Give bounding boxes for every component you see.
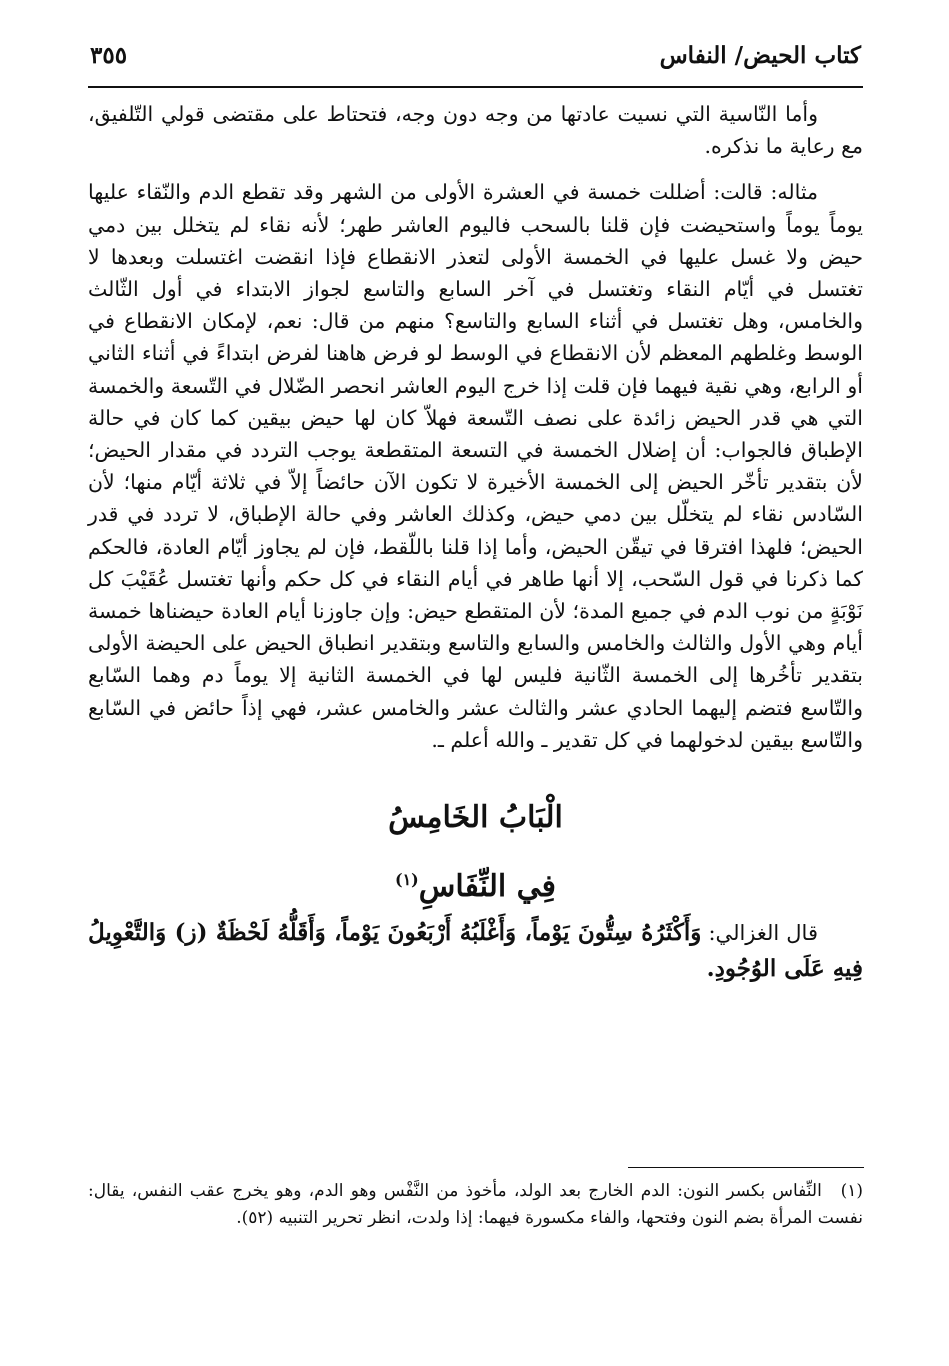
chapter-subtitle [88, 858, 863, 909]
page-header [90, 34, 861, 80]
page-number: ٣٥٥ [90, 42, 128, 69]
header-divider [88, 86, 863, 88]
running-title: كتاب الحيض/ النفاس [659, 42, 861, 69]
footnote [88, 1178, 863, 1232]
footnote-reference: (١) [394, 870, 419, 890]
footnote-text: النِّفاس بكسر النون: الدم الخارج بعد الولد، مأخوذ من النَّفْس وهو الدم، وهو يخرج عقب النفس، يقال: نفست المرأة بضم النون وفتحها، والفاء مكسورة فيهما: إذا ولدت، انظر تحرير التنبيه (٥٢). [88, 1181, 863, 1228]
footnote-number: (١) [840, 1181, 863, 1201]
chapter-subtitle-text: فِي النِّفَاسِ [418, 869, 556, 905]
main-text [88, 98, 863, 987]
ghazali-quote [88, 915, 863, 987]
chapter-title: الْبَابُ الخَامِسُ [388, 800, 563, 836]
footnote-divider [628, 1167, 864, 1168]
paragraph-example: مثاله: قالت: أضللت خمسة في العشرة الأولى من الشهر وقد تقطع الدم والنّقاء عليها يوماً يوماً واستحيضت فإن قلنا بالسحب فاليوم العاشر طهر؛ لأنه نقاء لم يتخلل بين دمي حيض ولا غسل عليها في الخمسة الأولى لتعذر الانقطاع فإذا انقضت اغتسلت وبعدها لا تغتسل في أيّام النقاء وتغتسل في آخر السابع والتاسع لجواز الابتداء في أول الثّالث والخامس، وهل تغتسل في أثناء السابع والتاسع؟ منهم من قال: نعم، لإمكان الانقطاع في الوسط وغلطهم المعظم لأن الانقطاع في الوسط لو فرض هاهنا لفرض ابتداءً في أثناء الثاني أو الرابع، وهي نقية فيهما فإن قلت إذا خرج اليوم العاشر انحصر الضّلال في التّسعة والخمسة التي هي قدر الحيض زائدة على نصف التّسعة فهلاّ كان لها حيض بيقين كما كان في حالة الإطباق فالجواب: أن إضلال الخمسة في التسعة المتقطعة يوجب التردد في مقدار الحيض؛ لأن بتقدير تأخّر الحيض إلى الخمسة الأخيرة لا تكون الآن حائضاً إلاّ في ثلاثة أيّام منها؛ لأن السّادس نقاء لم يتخلّل بين دمي حيض، وكذلك العاشر وفي حالة الإطباق، لا تردد في قدر الحيض؛ فلهذا افترقا في تيقّن الحيض، وأما إذا قلنا باللّقط، فإن لم يجاوز أيّام العادة، فالحكم كما ذكرنا في قول السّحب، إلا أنها طاهر في أيام النقاء في كل حكم وأنها تغتسل عُقَيْبَ كل نَوْبَةٍ من نوب الدم في جميع المدة؛ لأن المتقطع حيض: وإن جاوزنا أيام العادة حيضناها خمسة أيام وهي الأول والثالث والخامس والسابع والتاسع وبتقدير انطباق الحيض على الحيضة الأولى بتقدير تأخُرها إلى الخمسة الثّانية فليس لها في الخمسة الثانية إلا يوماً دم وهما السّابع والتّاسع فتضم إليهما الحادي عشر والثالث عشر والخامس عشر، فهي إذاً حائض في السّابع والتّاسع بيقين لدخولهما في كل تقدير ـ والله أعلم ـ. [88, 180, 863, 752]
paragraph-forgetful-woman: وأما النّاسية التي نسيت عادتها من وجه دون وجه، فتحتاط على مقتضى قولي التّلفيق، مع رعاية ما نذكره. [88, 102, 863, 159]
quote-text: وَأَكْثَرُهُ سِتُّونَ يَوْماً، وَأَغْلَبُهُ أَرْبَعُونَ يَوْماً، وَأَقَلُّهُ لَحْظَةٌ (ز) وَالتَّعْوِيلُ فِيهِ عَلَى الوُجُودِ. [88, 919, 863, 983]
quote-speaker: قال الغزالي: [708, 921, 818, 946]
